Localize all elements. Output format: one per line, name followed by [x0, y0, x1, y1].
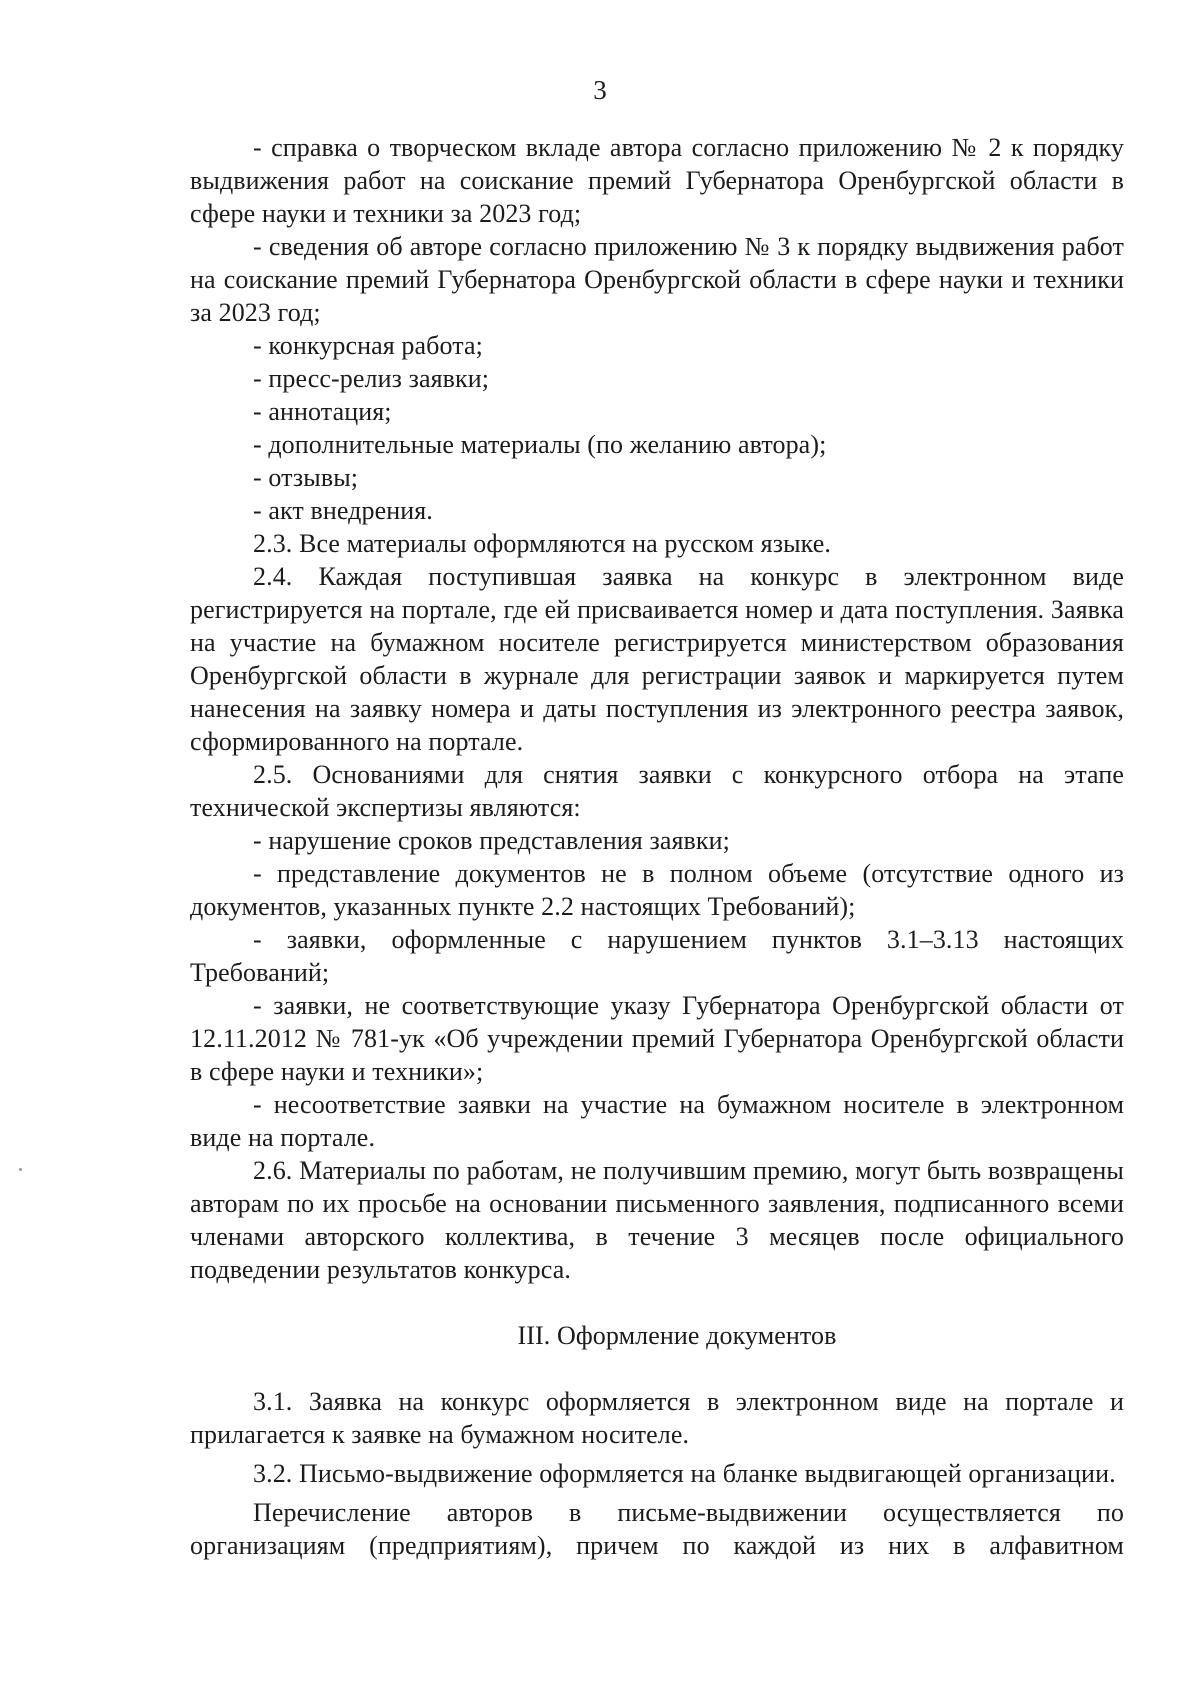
section-heading: III. Оформление документов	[517, 1321, 837, 1350]
list-item-additional-materials: - дополнительные материалы (по желанию автора);	[253, 430, 827, 459]
clause-2-6: 2.6. Материалы по работам, не получившим премию, могут быть возвращены авторам по их просьбе на основании письменного заявления, подписанного всеми членами авторского коллектива, в течение 3 месяцев после официального подведении результатов конкурса.	[190, 1156, 1124, 1284]
clause-2-5: 2.5. Основаниями для снятия заявки с конкурсного отбора на этапе технической экспертизы являются:	[190, 760, 1124, 822]
page-number: 3	[593, 75, 607, 105]
list-item-incomplete-documents: - представление документов не в полном объеме (отсутствие одного из документов, указанных пункте 2.2 настоящих Требований);	[190, 859, 1124, 921]
clause-3-2: 3.2. Письмо-выдвижение оформляется на бланке выдвигающей организации.	[253, 1459, 1116, 1488]
list-item-paper-electronic-mismatch: - несоответствие заявки на участие на бумажном носителе в электронном виде на портале.	[190, 1090, 1124, 1152]
list-item-press-release: - пресс-релиз заявки;	[253, 364, 490, 393]
list-item-reviews: - отзывы;	[253, 463, 359, 492]
scan-artifact-dot	[19, 1168, 22, 1171]
clause-3-1: 3.1. Заявка на конкурс оформляется в электронном виде на портале и прилагается к заявке на бумажном носителе.	[190, 1387, 1124, 1449]
paragraph-author-listing: Перечисление авторов в письме-выдвижении осуществляется по организациям (предприятиям), причем по каждой из них в алфавитном	[190, 1498, 1124, 1560]
list-item-annotation: - аннотация;	[253, 397, 392, 426]
clause-2-4: 2.4. Каждая поступившая заявка на конкурс в электронном виде регистрируется на портале, где ей присваивается номер и дата поступления. Заявка на участие на бумажном носителе регистрируется министерством образования Оренбургской области в журнале для регистрации заявок и маркируется путем нанесения на заявку номера и даты поступления из электронного реестра заявок, сформированного на портале.	[190, 562, 1124, 756]
list-item-decree-mismatch: - заявки, не соответствующие указу Губернатора Оренбургской области от 12.11.2012 № 781-ук «Об учреждении премий Губернатора Оренбургской области в сфере науки и техники»;	[190, 991, 1124, 1086]
paragraph-author-info: - сведения об авторе согласно приложению № 3 к порядку выдвижения работ на соискание премий Губернатора Оренбургской области в сфере науки и техники за 2023 год;	[190, 232, 1124, 327]
list-item-implementation-act: - акт внедрения.	[253, 496, 433, 525]
paragraph-contribution-certificate: - справка о творческом вкладе автора согласно приложению № 2 к порядку выдвижения работ на соискание премий Губернатора Оренбургской области в сфере науки и техники за 2023 год;	[190, 133, 1124, 228]
clause-2-3: 2.3. Все материалы оформляются на русском языке.	[253, 529, 831, 558]
list-item-deadline-violation: - нарушение сроков представления заявки;	[253, 826, 730, 855]
list-item-competition-work: - конкурсная работа;	[253, 331, 483, 360]
list-item-formatting-violation: - заявки, оформленные с нарушением пунктов 3.1–3.13 настоящих Требований;	[190, 925, 1124, 987]
document-body	[190, 131, 1124, 1562]
